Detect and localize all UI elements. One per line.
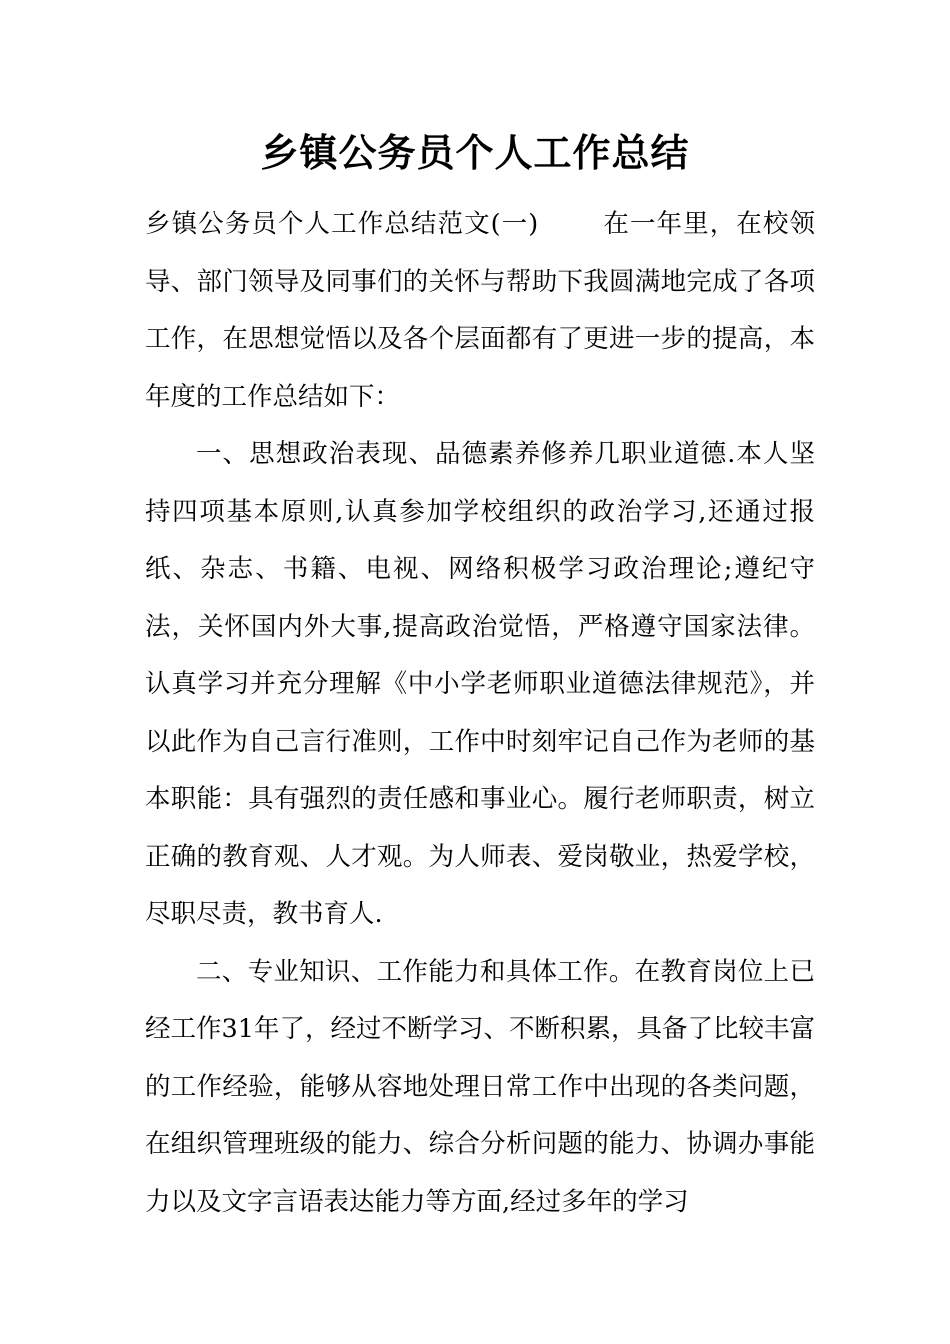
intro-heading: 乡镇公务员个人工作总结范文(一) bbox=[145, 209, 539, 239]
intro-text: 在一年里，在校领导、部门领导及同事们的关怀与帮助下我圆满地完成了各项工作，在思想觉悟以及各个层面都有了更进一步的提高，本年度的工作总结如下： bbox=[145, 209, 815, 412]
intro-paragraph bbox=[145, 196, 815, 426]
paragraph-political: 一、思想政治表现、品德素养修养几职业道德.本人坚持四项基本原则,认真参加学校组织的政治学习,还通过报纸、杂志、书籍、电视、网络积极学习政治理论;遵纪守法，关怀国内外大事,提高政治觉悟，严格遵守国家法律。认真学习并充分理解《中小学老师职业道德法律规范》，并以此作为自己言行准则，工作中时刻牢记自己作为老师的基本职能：具有强烈的责任感和事业心。履行老师职责，树立正确的教育观、人才观。为人师表、爱岗敬业，热爱学校，尽职尽责，教书育人. bbox=[145, 439, 815, 929]
document-body bbox=[145, 196, 815, 1231]
document-title: 乡镇公务员个人工作总结 bbox=[260, 131, 690, 175]
paragraph-professional: 二、专业知识、工作能力和具体工作。在教育岗位上已经工作31年了，经过不断学习、不断积累，具备了比较丰富的工作经验，能够从容地处理日常工作中出现的各类问题，在组织管理班级的能力、综合分析问题的能力、协调办事能力以及文字言语表达能力等方面,经过多年的学习 bbox=[145, 956, 815, 1217]
